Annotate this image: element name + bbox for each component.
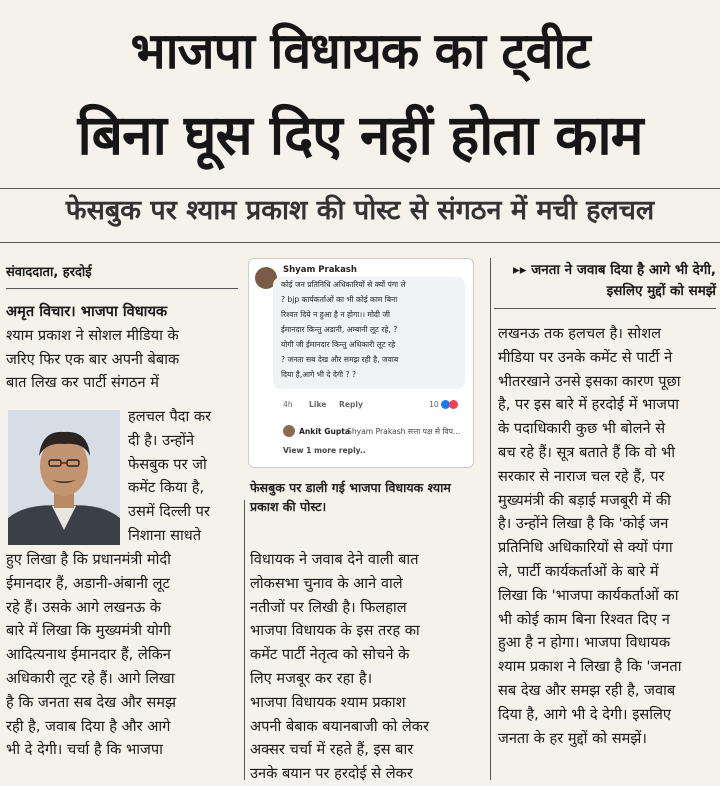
article-line: प्रतिनिधि अधिकारियों से क्यों पंगा (498, 539, 673, 557)
divider (494, 308, 716, 309)
article-line: आदित्यनाथ ईमानदार हैं, लेकिन (6, 646, 171, 664)
post-line: ? bjp कार्यकर्ताओं का भी कोई काम बिना (281, 295, 398, 304)
article-line: हुए लिखा है कि प्रधानमंत्री मोदी (6, 551, 171, 568)
article-line: उसमें दिल्ली पर (128, 503, 210, 521)
article-line: है कि जनता सब देख और समझ (6, 693, 177, 711)
article-line: हलचल पैदा कर (128, 408, 212, 425)
post-line: ? जनता सब देख और समझ रही है, जवाब (281, 355, 399, 364)
article-line: लखनऊ तक हलचल है। सोशल (498, 325, 662, 342)
article-line: के पदाधिकारी कुछ भी बोलने से (498, 420, 666, 438)
article-line: है, पर इस बारे में हरदोई में भाजपा (498, 396, 680, 414)
divider (0, 242, 720, 243)
article-line: ईमानदार हैं, अडानी-अंबानी लूट (6, 574, 170, 592)
article-column-1-top (6, 300, 238, 395)
byline: संवाददाता, हरदोई (6, 265, 92, 280)
article-column-1-wrap (128, 405, 236, 548)
post-line: दिया है,आगे भी दे देगी ? ? (281, 370, 357, 379)
headline-line-2: बिना घूस दिए नहीं होता काम (77, 103, 643, 167)
article-line: भाजपा विधायक श्याम प्रकाश (250, 693, 406, 711)
post-time: 4h (283, 400, 293, 409)
commenter-avatar (283, 425, 295, 437)
article-line: है। उन्होंने लिखा है कि 'कोई जन (498, 515, 669, 533)
divider (0, 188, 720, 189)
article-line: जरिए फिर एक बार अपनी बेबाक (6, 350, 180, 368)
article-line: ले, पार्टी कार्यकर्ताओं के बारे में (498, 562, 659, 580)
article-column-1-bottom (6, 548, 238, 762)
article-line: अपनी बेबाक बयानबाजी को लेकर (250, 717, 429, 735)
article-line: रही है, जवाब दिया है और आगे (6, 717, 171, 735)
article-line: कमेंट पार्टी नेतृत्व को सोचने के (250, 646, 410, 664)
like-link[interactable]: Like (309, 400, 327, 409)
subheadline: फेसबुक पर श्याम प्रकाश की पोस्ट से संगठन में मची हलचल (65, 195, 655, 226)
article-line: मीडिया पर उनके कमेंट से पार्टी ने (498, 348, 673, 366)
post-author: Shyam Prakash (283, 265, 357, 275)
article-line: रहे हैं। उसके आगे लखनऊ के (6, 598, 161, 616)
article-line: जनता के हर मुद्दों को समझें। (498, 729, 647, 747)
post-line: रिश्वत दिये न हुआ है न होगा।। मोदी जी (281, 310, 390, 319)
article-line: कमेंट किया है, (128, 479, 205, 497)
side-heading: ▸▸ जनता ने जवाब दिया है आगे भी देगी, इसलिए मुद्दों को समझें (512, 262, 716, 299)
article-line: मुख्यमंत्री की बड़ाई मजबूरी में की (498, 491, 671, 509)
article-line: अधिकारी लूट रहे हैं। आगे लिखा (6, 669, 175, 687)
article-line: लिए मजबूर कर रहा है। (250, 669, 373, 687)
article-line: दिया है, आगे भी दे देगी। इसलिए (498, 705, 671, 723)
love-reaction-icon (449, 400, 458, 409)
article-line: भी दे देगी। चर्चा है कि भाजपा (6, 741, 163, 759)
column-divider (244, 500, 245, 780)
article-line: अमृत विचार। भाजपा विधायक (6, 303, 168, 320)
divider (6, 288, 238, 289)
post-line: योगी जी ईमानदार किन्तु अधिकारी लूट रहे (281, 340, 396, 349)
facebook-post-screenshot (248, 258, 474, 468)
article-line: लिखा कि 'भाजपा कार्यकर्ताओं का (498, 586, 679, 604)
post-line: ईमानदार किन्तु अडानी, अम्बानी लूट रहे, ? (281, 325, 398, 334)
article-line: भी कोई काम बिना रिश्वत दिए न (498, 610, 670, 628)
article-line: सब देख और समझ रही है, जवाब (498, 681, 676, 699)
article-line: श्याम प्रकाश ने लिखा है कि 'जनता (498, 658, 682, 676)
legislator-photo (8, 410, 120, 545)
article-line: भाजपा विधायक के इस तरह का (250, 622, 420, 640)
column-divider (490, 258, 491, 780)
article-line: विधायक ने जवाब देने वाली बात (250, 551, 419, 568)
article-line: बारे में लिखा कि मुख्यमंत्री योगी (6, 622, 171, 640)
reaction-count: 10 (429, 400, 439, 409)
article-line: फेसबुक पर जो (128, 455, 207, 473)
photo-caption: फेसबुक पर डाली गई भाजपा विधायक श्याम प्रकाश की पोस्ट। (250, 480, 451, 514)
article-column-3 (498, 322, 714, 750)
view-more-replies[interactable]: View 1 more reply.. (283, 446, 366, 455)
article-line: हुआ है न होगा। भाजपा विधायक (498, 634, 671, 652)
article-line: निशाना साधते (128, 526, 202, 544)
article-line: भीतरखाने उनसे इसका कारण पूछा (498, 372, 681, 390)
article-line: बच रहे हैं। सूत्र बताते हैं कि वो भी (498, 443, 676, 461)
article-column-2 (250, 548, 486, 786)
article-line: सरकार से नाराज चल रहे हैं, पर (498, 467, 665, 485)
comment-text: Shyam Prakash सत्ता पक्ष से विप... (347, 427, 461, 436)
article-line: अक्सर चर्चा में रहते हैं, इस बार (250, 741, 414, 759)
post-line: कोई जन प्रतिनिधि अधिकारियों से क्यों पंगा ले (281, 280, 406, 289)
reply-link[interactable]: Reply (339, 400, 363, 409)
comment-author: Ankit Gupta (299, 427, 351, 436)
headline-line-1: भाजपा विधायक का ट्वीट (130, 22, 590, 80)
article-line: बात लिख कर पार्टी संगठन में (6, 374, 160, 392)
article-line: नतीजों पर लिखी है। फिलहाल (250, 598, 407, 616)
article-line: श्याम प्रकाश ने सोशल मीडिया के (6, 326, 179, 344)
article-line: लोकसभा चुनाव के आने वाले (250, 574, 403, 592)
article-line: उनके बयान पर हरदोई से लेकर (250, 765, 413, 783)
article-line: दी है। उन्होंने (128, 431, 195, 449)
